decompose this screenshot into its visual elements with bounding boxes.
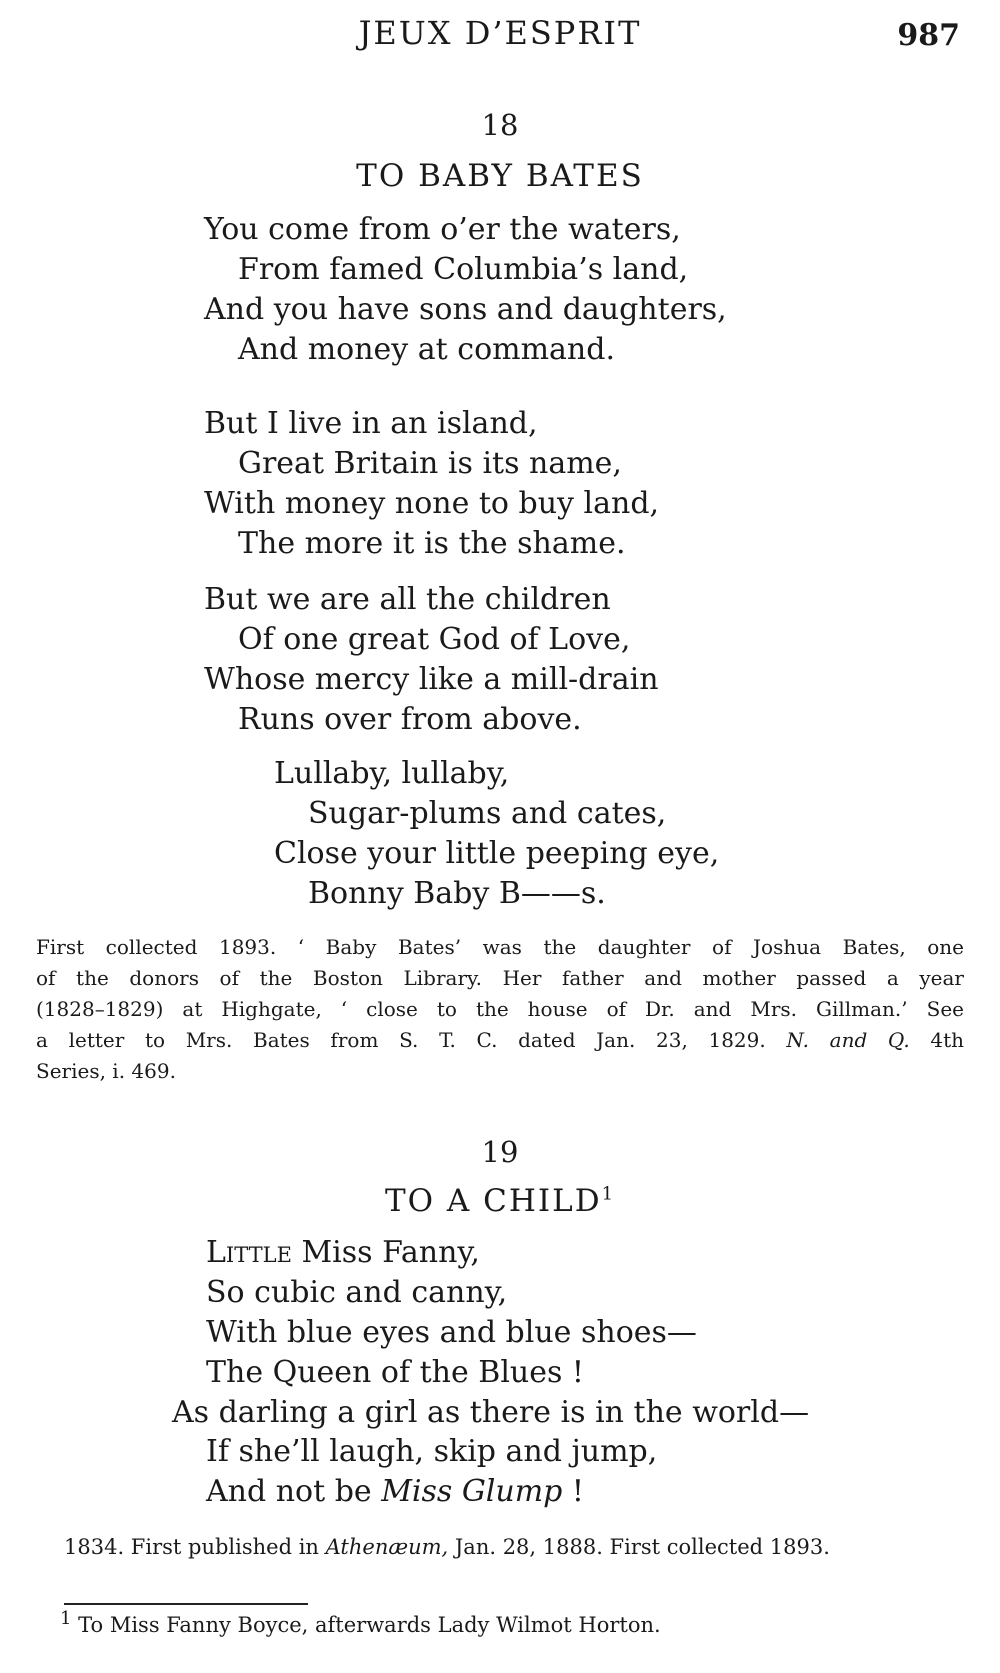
- poem-number: 18: [481, 108, 519, 142]
- italic-name: Miss Glump: [381, 1474, 563, 1510]
- verse-line: The Queen of the Blues !: [206, 1354, 584, 1390]
- refrain: [274, 754, 719, 914]
- verse-line: As darling a girl as there is in the world—: [172, 1394, 810, 1430]
- stanza: [172, 1233, 810, 1512]
- verse-line: Sugar-plums and cates,: [308, 795, 667, 831]
- note-line: Series, i. 469.: [36, 1059, 176, 1083]
- verse-line: And you have sons and daughters,: [204, 291, 727, 327]
- verse-line: The more it is the shame.: [238, 525, 626, 561]
- verse-line: And money at command.: [238, 331, 615, 367]
- verse-line: So cubic and canny,: [206, 1274, 508, 1310]
- footnote-marker: 1: [601, 1183, 616, 1205]
- verse-line: With blue eyes and blue shoes—: [206, 1314, 697, 1350]
- stanza: [204, 210, 727, 370]
- poem-title-text: TO A CHILD: [384, 1183, 602, 1219]
- note-line: of the donors of the Boston Library. Her father and mother passed a year: [36, 966, 964, 990]
- verse-line: Whose mercy like a mill-drain: [204, 661, 659, 697]
- note-text: Jan. 28, 1888. First collected 1893.: [448, 1535, 830, 1559]
- note-text: 1834. First published in: [64, 1535, 326, 1559]
- poem-number: 19: [481, 1135, 519, 1169]
- editorial-note: [36, 932, 964, 1087]
- note-line: First collected 1893. ‘ Baby Bates’ was the daughter of Joshua Bates, one: [36, 935, 964, 959]
- verse-line: Of one great God of Love,: [238, 621, 631, 657]
- verse-line: Great Britain is its name,: [238, 445, 622, 481]
- footnote: [60, 1608, 661, 1637]
- verse-text: !: [562, 1474, 584, 1510]
- poem-title: TO BABY BATES: [356, 158, 644, 194]
- verse-line: Close your little peeping eye,: [274, 835, 720, 871]
- verse-line: Runs over from above.: [238, 701, 582, 737]
- verse-text: Miss Fanny,: [291, 1235, 480, 1270]
- note-text: 4th: [930, 1028, 965, 1052]
- verse-line: But I live in an island,: [204, 406, 538, 441]
- verse-line: If she’ll laugh, skip and jump,: [206, 1434, 658, 1470]
- note-line: (1828–1829) at Highgate, ‘ close to the house of Dr. and Mrs. Gillman.’ See: [36, 997, 964, 1021]
- verse-line: Bonny Baby B——s.: [308, 875, 606, 911]
- footnote-rule: [64, 1603, 308, 1605]
- small-caps-word: Little: [206, 1235, 292, 1270]
- verse-line: With money none to buy land,: [204, 485, 660, 521]
- verse-line: [206, 1472, 809, 1512]
- verse-line: Lullaby, lullaby,: [274, 756, 510, 791]
- verse-line: You come from o’er the waters,: [204, 212, 681, 247]
- note-line: [36, 1025, 964, 1056]
- page-number: 987: [897, 18, 960, 53]
- footnote-text: To Miss Fanny Boyce, afterwards Lady Wilmot Horton.: [71, 1613, 661, 1637]
- publication-note: [64, 1535, 830, 1559]
- stanza: [204, 580, 659, 740]
- note-text: a letter to Mrs. Bates from S. T. C. dated Jan. 23, 1829.: [36, 1028, 766, 1052]
- journal-reference: N. and Q.: [786, 1028, 910, 1052]
- poem-title: [0, 1183, 1000, 1219]
- verse-text: And not be: [206, 1474, 382, 1510]
- journal-reference: Athenæum,: [325, 1535, 449, 1559]
- verse-line: [206, 1233, 809, 1273]
- verse-line: But we are all the children: [204, 582, 611, 617]
- footnote-marker: 1: [60, 1608, 72, 1629]
- stanza: [204, 404, 659, 564]
- verse-line: From famed Columbia’s land,: [238, 251, 689, 287]
- running-title: JEUX D’ESPRIT: [358, 14, 642, 52]
